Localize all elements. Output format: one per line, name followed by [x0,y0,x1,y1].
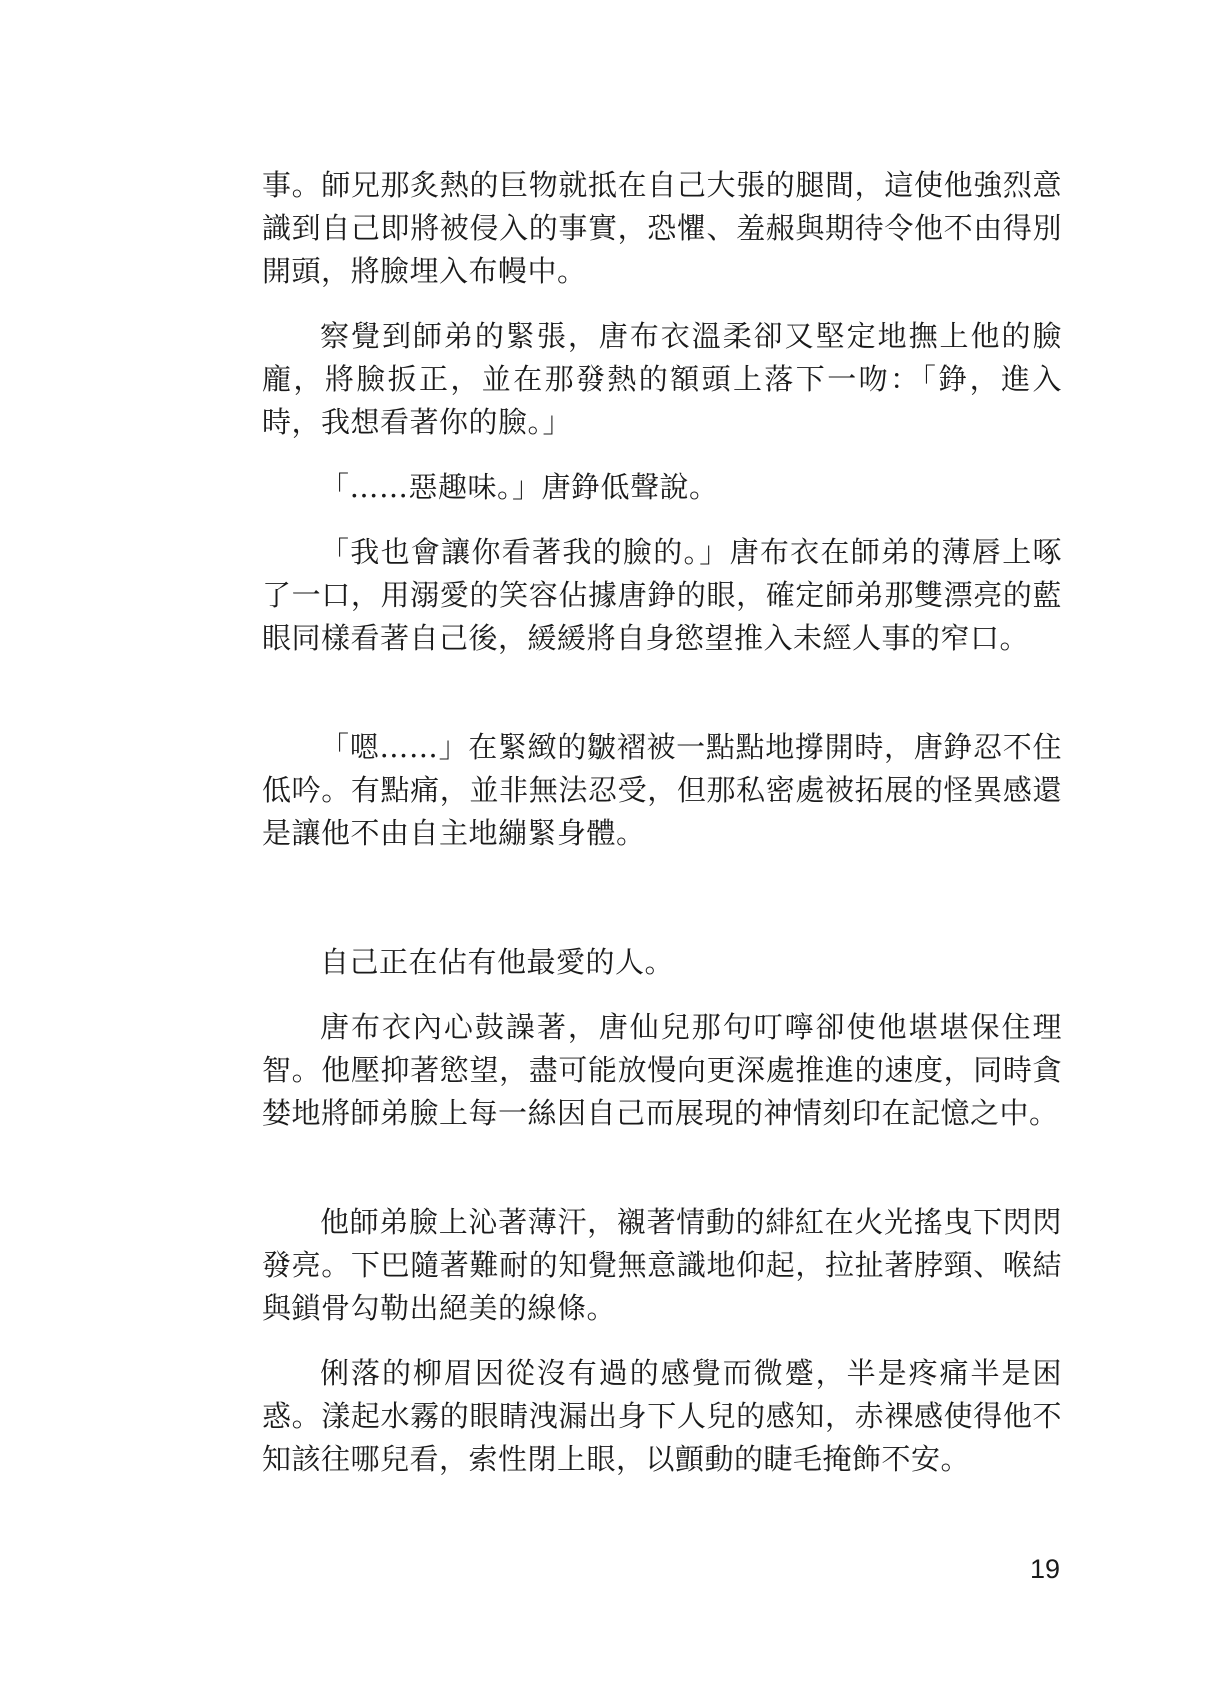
paragraph-1: 事。師兄那炙熱的巨物就抵在自己大張的腿間，這使他強烈意識到自己即將被侵入的事實，恐懼、羞赧與期待令他不由得別開頭，將臉埋入布幔中。 [262,168,1062,288]
paragraph-5: 「嗯……」在緊緻的皺褶被一點點地撐開時，唐錚忍不住低吟。有點痛，並非無法忍受，但那私密處被拓展的怪異感還是讓他不由自主地繃緊身體。 [262,730,1062,850]
paragraph-8-block [262,1201,1062,1330]
paragraph-4-block [262,531,1062,660]
page-number: 19 [1030,1554,1061,1584]
paragraph-5-block [262,726,1062,855]
paragraph-7: 唐布衣內心鼓譟著，唐仙兒那句叮嚀卻使他堪堪保住理智。他壓抑著慾望，盡可能放慢向更深處推進的速度，同時貪婪地將師弟臉上每一絲因自己而展現的神情刻印在記憶之中。 [262,1010,1062,1130]
paragraph-4: 「我也會讓你看著我的臉的。」唐布衣在師弟的薄唇上啄了一口，用溺愛的笑容佔據唐錚的眼，確定師弟那雙漂亮的藍眼同樣看著自己後，緩緩將自身慾望推入未經人事的窄口。 [262,535,1062,655]
paragraph-2-block [262,315,1062,444]
paragraph-9: 俐落的柳眉因從沒有過的感覺而微蹙，半是疼痛半是困惑。漾起水霧的眼睛洩漏出身下人兒的感知，赤裸感使得他不知該往哪兒看，索性閉上眼，以顫動的睫毛掩飾不安。 [262,1356,1062,1476]
paragraph-8: 他師弟臉上沁著薄汗，襯著情動的緋紅在火光搖曳下閃閃發亮。下巴隨著難耐的知覺無意識地仰起，拉扯著脖頸、喉結與鎖骨勾勒出絕美的線條。 [262,1205,1062,1325]
paragraph-6-block [262,941,1062,984]
paragraph-3: 「……惡趣味。」唐錚低聲說。 [320,470,719,504]
paragraph-7-block [262,1006,1062,1135]
paragraph-3-block [262,466,1062,509]
paragraph-6: 自己正在佔有他最愛的人。 [320,945,675,979]
paragraph-2: 察覺到師弟的緊張，唐布衣溫柔卻又堅定地撫上他的臉龐，將臉扳正，並在那發熱的額頭上落下一吻：「錚，進入時，我想看著你的臉。」 [262,319,1062,439]
paragraph-9-block [262,1352,1062,1481]
paragraph-1-block [262,164,1062,293]
